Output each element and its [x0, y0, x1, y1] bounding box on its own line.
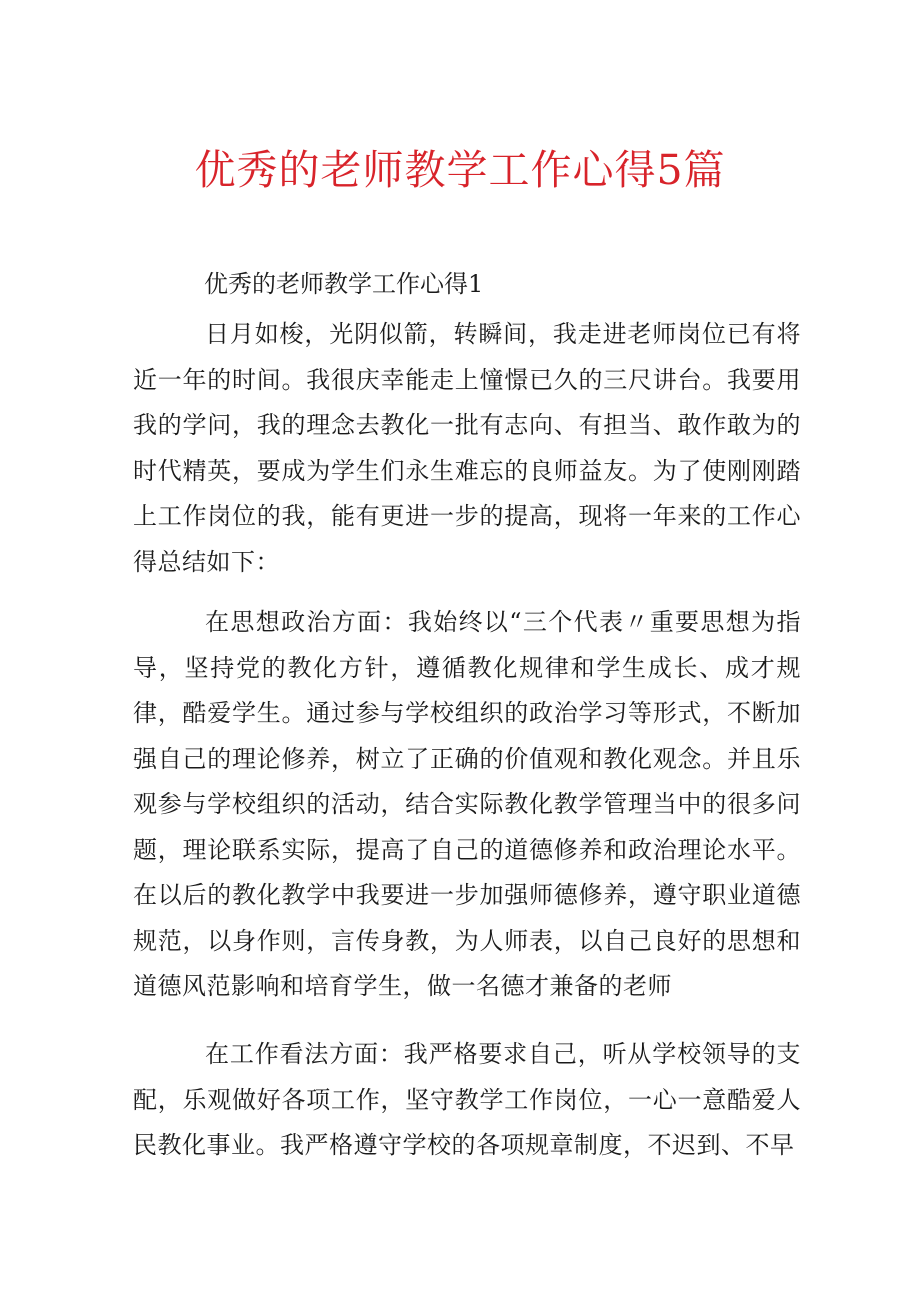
- section-heading: 优秀的老师教学工作心得1: [204, 270, 484, 298]
- document-title: 优秀的老师教学工作心得5篇: [194, 146, 726, 194]
- paragraph-political-thought: 在思想政治方面：我始终以“三个代表〃重要思想为指导，坚持党的教化方针，遵循教化规律和学生成长、成才规律，酷爱学生。通过参与学校组织的政治学习等形式，不断加强自己的理论修养，树立了正确的价值观和教化观念。并且乐观参与学校组织的活动，结合实际教化教学管理当中的很多问题，理论联系实际，提高了自己的道德修养和政治理论水平。在以后的教化教学中我要进一步加强师德修养，遵守职业道德规范，以身作则，言传身教，为人师表，以自己良好的思想和道德风范影响和培育学生，做一名德才兼备的老师: [133, 608, 801, 1000]
- paragraph-work-attitude: 在工作看法方面：我严格要求自己，听从学校领导的支配，乐观做好各项工作，坚守教学工作岗位，一心一意酷爱人民教化事业。我严格遵守学校的各项规章制度，不迟到、不早: [133, 1040, 801, 1159]
- paragraph-intro: 日月如梭，光阴似箭，转瞬间，我走进老师岗位已有将近一年的时间。我很庆幸能走上憧憬已久的三尺讲台。我要用我的学问，我的理念去教化一批有志向、有担当、敢作敢为的时代精英，要成为学生们永生难忘的良师益友。为了使刚刚踏上工作岗位的我，能有更进一步的提高，现将一年来的工作心得总结如下：: [133, 320, 801, 576]
